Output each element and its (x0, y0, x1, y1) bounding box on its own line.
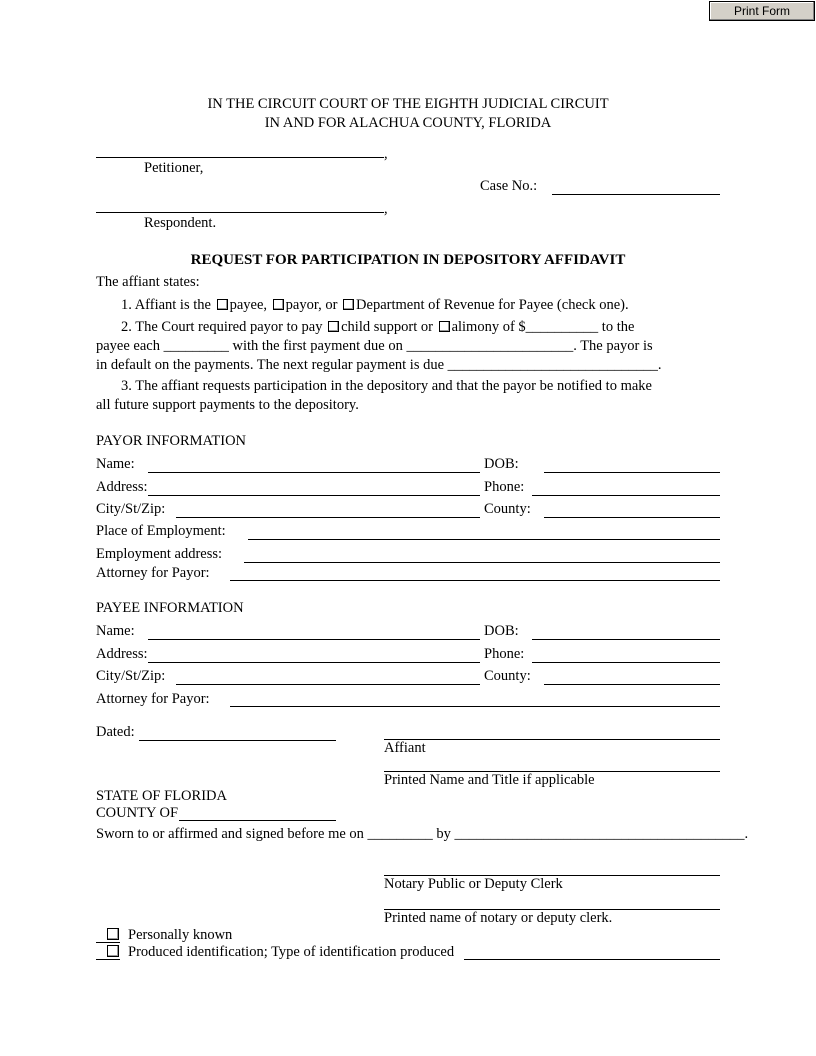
affiant-states: The affiant states: (96, 274, 200, 290)
payor-dob-field[interactable] (544, 472, 720, 473)
county-label: COUNTY OF (96, 805, 179, 821)
payor-attorney-label: Attorney for Payor: (96, 565, 210, 581)
personally-known-checkbox[interactable] (107, 928, 119, 940)
identification-type-field[interactable] (464, 959, 720, 960)
payor-attorney-field[interactable] (230, 580, 720, 581)
payee-county-field[interactable] (544, 684, 720, 685)
produced-id-checkbox[interactable] (107, 945, 119, 957)
payor-phone-field[interactable] (532, 495, 720, 496)
payor-employment-label: Place of Employment: (96, 523, 226, 539)
payor-info-heading: PAYOR INFORMATION (96, 433, 247, 449)
respondent-label: Respondent. (144, 215, 217, 231)
payee-name-field[interactable] (148, 639, 480, 640)
child-support-checkbox[interactable] (328, 321, 339, 332)
item3-line1: 3. The affiant requests participation in the depository and that the payor be notified to make (121, 378, 652, 394)
payor-name-label: Name: (96, 456, 135, 472)
payee-attorney-label: Attorney for Payor: (96, 691, 210, 707)
payor-dob-label: DOB: (484, 456, 519, 472)
form-title: REQUEST FOR PARTICIPATION IN DEPOSITORY AFFIDAVIT (190, 252, 626, 268)
payee-dob-field[interactable] (532, 639, 720, 640)
payor-county-label: County: (484, 501, 531, 517)
payee-attorney-field[interactable] (230, 706, 720, 707)
county-field[interactable] (179, 820, 336, 821)
respondent-name-field[interactable] (96, 212, 384, 213)
state-label: STATE OF FLORIDA (96, 788, 227, 804)
dated-field[interactable] (139, 740, 336, 741)
petitioner-label: Petitioner, (144, 160, 204, 176)
payee-info-heading: PAYEE INFORMATION (96, 600, 244, 616)
personally-known-underline (96, 942, 120, 943)
personally-known-label: Personally known (128, 927, 233, 943)
item2-line3: in default on the payments. The next regular payment is due _____________________________. (96, 357, 662, 373)
dor-checkbox[interactable] (343, 299, 354, 310)
sworn-statement: Sworn to or affirmed and signed before me on _________ by ________________________________________. (96, 826, 749, 842)
produced-id-label: Produced identification; Type of identification produced (128, 944, 455, 960)
respondent-comma: , (384, 201, 388, 217)
item1-line (121, 297, 629, 314)
payee-city-field[interactable] (176, 684, 480, 685)
item3-line2: all future support payments to the depository. (96, 397, 359, 413)
court-header-line1: IN THE CIRCUIT COURT OF THE EIGHTH JUDICIAL CIRCUIT (207, 96, 609, 112)
dated-label: Dated: (96, 724, 135, 740)
payor-checkbox[interactable] (273, 299, 284, 310)
payor-city-field[interactable] (176, 517, 480, 518)
petitioner-name-field[interactable] (96, 157, 384, 158)
alimony-checkbox[interactable] (439, 321, 450, 332)
payor-address-field[interactable] (148, 495, 480, 496)
produced-id-underline (96, 959, 120, 960)
payor-employment-address-field[interactable] (244, 562, 720, 563)
payor-city-label: City/St/Zip: (96, 501, 166, 517)
payor-phone-label: Phone: (484, 479, 525, 495)
payee-city-label: City/St/Zip: (96, 668, 166, 684)
affiant-signature-field[interactable] (384, 739, 720, 740)
payee-phone-field[interactable] (532, 662, 720, 663)
payee-county-label: County: (484, 668, 531, 684)
case-no-label: Case No.: (480, 178, 538, 194)
item2-line1 (121, 319, 634, 336)
item1-prefix: 1. Affiant is the (121, 297, 211, 313)
payee-label: payee, (229, 297, 268, 313)
dor-label: Department of Revenue for Payee (check one). (356, 297, 629, 313)
payor-county-field[interactable] (544, 517, 720, 518)
print-form-button[interactable]: Print Form (709, 1, 815, 21)
notary-printed-name-label: Printed name of notary or deputy clerk. (384, 910, 613, 926)
payor-employment-field[interactable] (248, 539, 720, 540)
item2-prefix: 2. The Court required payor to pay (121, 319, 323, 335)
payee-dob-label: DOB: (484, 623, 519, 639)
petitioner-comma: , (384, 146, 388, 162)
notary-clerk-label: Notary Public or Deputy Clerk (384, 876, 563, 892)
payee-address-label: Address: (96, 646, 148, 662)
affiant-label: Affiant (384, 740, 426, 756)
payor-name-field[interactable] (148, 472, 480, 473)
alimony-label: alimony of $__________ to the (451, 319, 635, 335)
case-no-field[interactable] (552, 194, 720, 195)
payor-label: payor, or (285, 297, 338, 313)
payee-checkbox[interactable] (217, 299, 228, 310)
child-support-label: child support or (341, 319, 433, 335)
payee-address-field[interactable] (148, 662, 480, 663)
payee-phone-label: Phone: (484, 646, 525, 662)
item2-line2: payee each _________ with the first payment due on _______________________. The payor is (96, 338, 653, 354)
printed-name-label: Printed Name and Title if applicable (384, 772, 595, 788)
payor-employment-address-label: Employment address: (96, 546, 223, 562)
payee-name-label: Name: (96, 623, 135, 639)
court-header-line2: IN AND FOR ALACHUA COUNTY, FLORIDA (264, 115, 552, 131)
payor-address-label: Address: (96, 479, 148, 495)
